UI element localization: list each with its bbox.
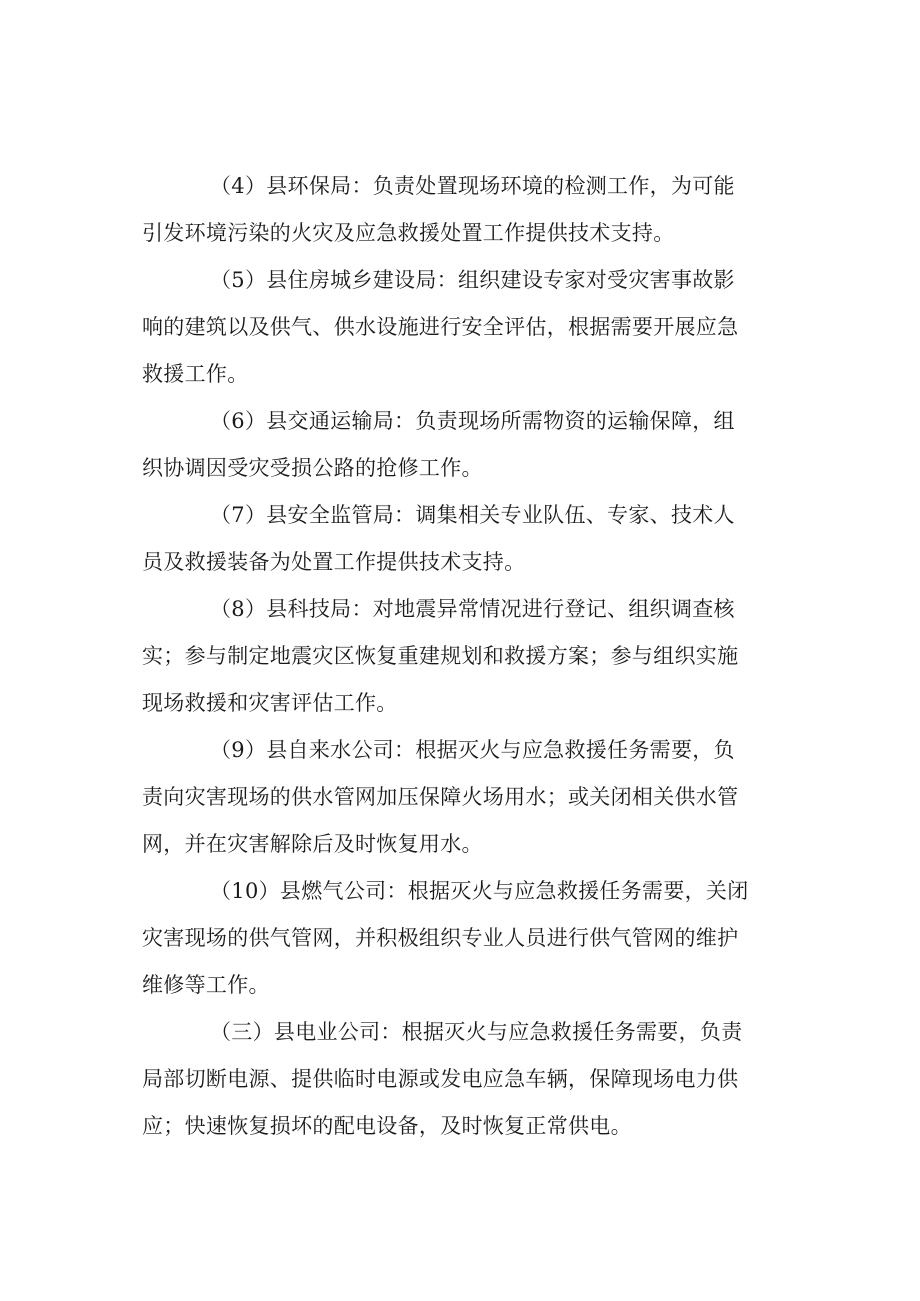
- paragraph-line: （4）县环保局：负责处置现场环境的检测工作，为可能: [210, 174, 735, 198]
- paragraph-line: 引发环境污染的火灾及应急救援处置工作提供技术支持。: [142, 221, 675, 245]
- document-body: [142, 163, 784, 1150]
- paragraph-line: 应；快速恢复损坏的配电设备，及时恢复正常供电。: [142, 1114, 632, 1138]
- paragraph-transport-bureau: [142, 398, 784, 492]
- paragraph-line: 实；参与制定地震灾区恢复重建规划和救援方案；参与组织实施: [142, 644, 739, 668]
- paragraph-line: 响的建筑以及供气、供水设施进行安全评估，根据需要开展应急: [142, 315, 739, 339]
- paragraph-line: （6）县交通运输局：负责现场所需物资的运输保障，组: [210, 409, 735, 433]
- paragraph-line: 责向灾害现场的供水管网加压保障火场用水；或关闭相关供水管: [142, 785, 739, 809]
- paragraph-line: （7）县安全监管局：调集相关专业队伍、专家、技术人: [210, 503, 735, 527]
- paragraph-line: 维修等工作。: [142, 973, 270, 997]
- paragraph-line: 灾害现场的供气管网，并积极组织专业人员进行供气管网的维护: [142, 926, 739, 950]
- paragraph-line: （9）县自来水公司：根据灭火与应急救援任务需要，负: [210, 738, 735, 762]
- paragraph-line: 网，并在灾害解除后及时恢复用水。: [142, 832, 483, 856]
- paragraph-line: 织协调因受灾受损公路的抢修工作。: [142, 456, 483, 480]
- paragraph-line: 现场救援和灾害评估工作。: [142, 691, 398, 715]
- paragraph-line: （5）县住房城乡建设局：组织建设专家对受灾害事故影: [210, 268, 735, 292]
- paragraph-safety-bureau: [142, 492, 784, 586]
- paragraph-line: （8）县科技局：对地震异常情况进行登记、组织调查核: [210, 597, 735, 621]
- paragraph-science-bureau: [142, 586, 784, 727]
- paragraph-line: 员及救援装备为处置工作提供技术支持。: [142, 550, 526, 574]
- paragraph-gas-company: [142, 868, 784, 1009]
- paragraph-environmental-bureau: [142, 163, 784, 257]
- paragraph-power-company: [142, 1009, 784, 1150]
- paragraph-housing-bureau: [142, 257, 784, 398]
- paragraph-line: 局部切断电源、提供临时电源或发电应急车辆，保障现场电力供: [142, 1067, 739, 1091]
- paragraph-line: 救援工作。: [142, 362, 249, 386]
- paragraph-line: （10）县燃气公司：根据灭火与应急救援任务需要，关闭: [210, 879, 749, 903]
- paragraph-water-company: [142, 727, 784, 868]
- paragraph-line: （三）县电业公司：根据灭火与应急救援任务需要，负责: [210, 1020, 743, 1044]
